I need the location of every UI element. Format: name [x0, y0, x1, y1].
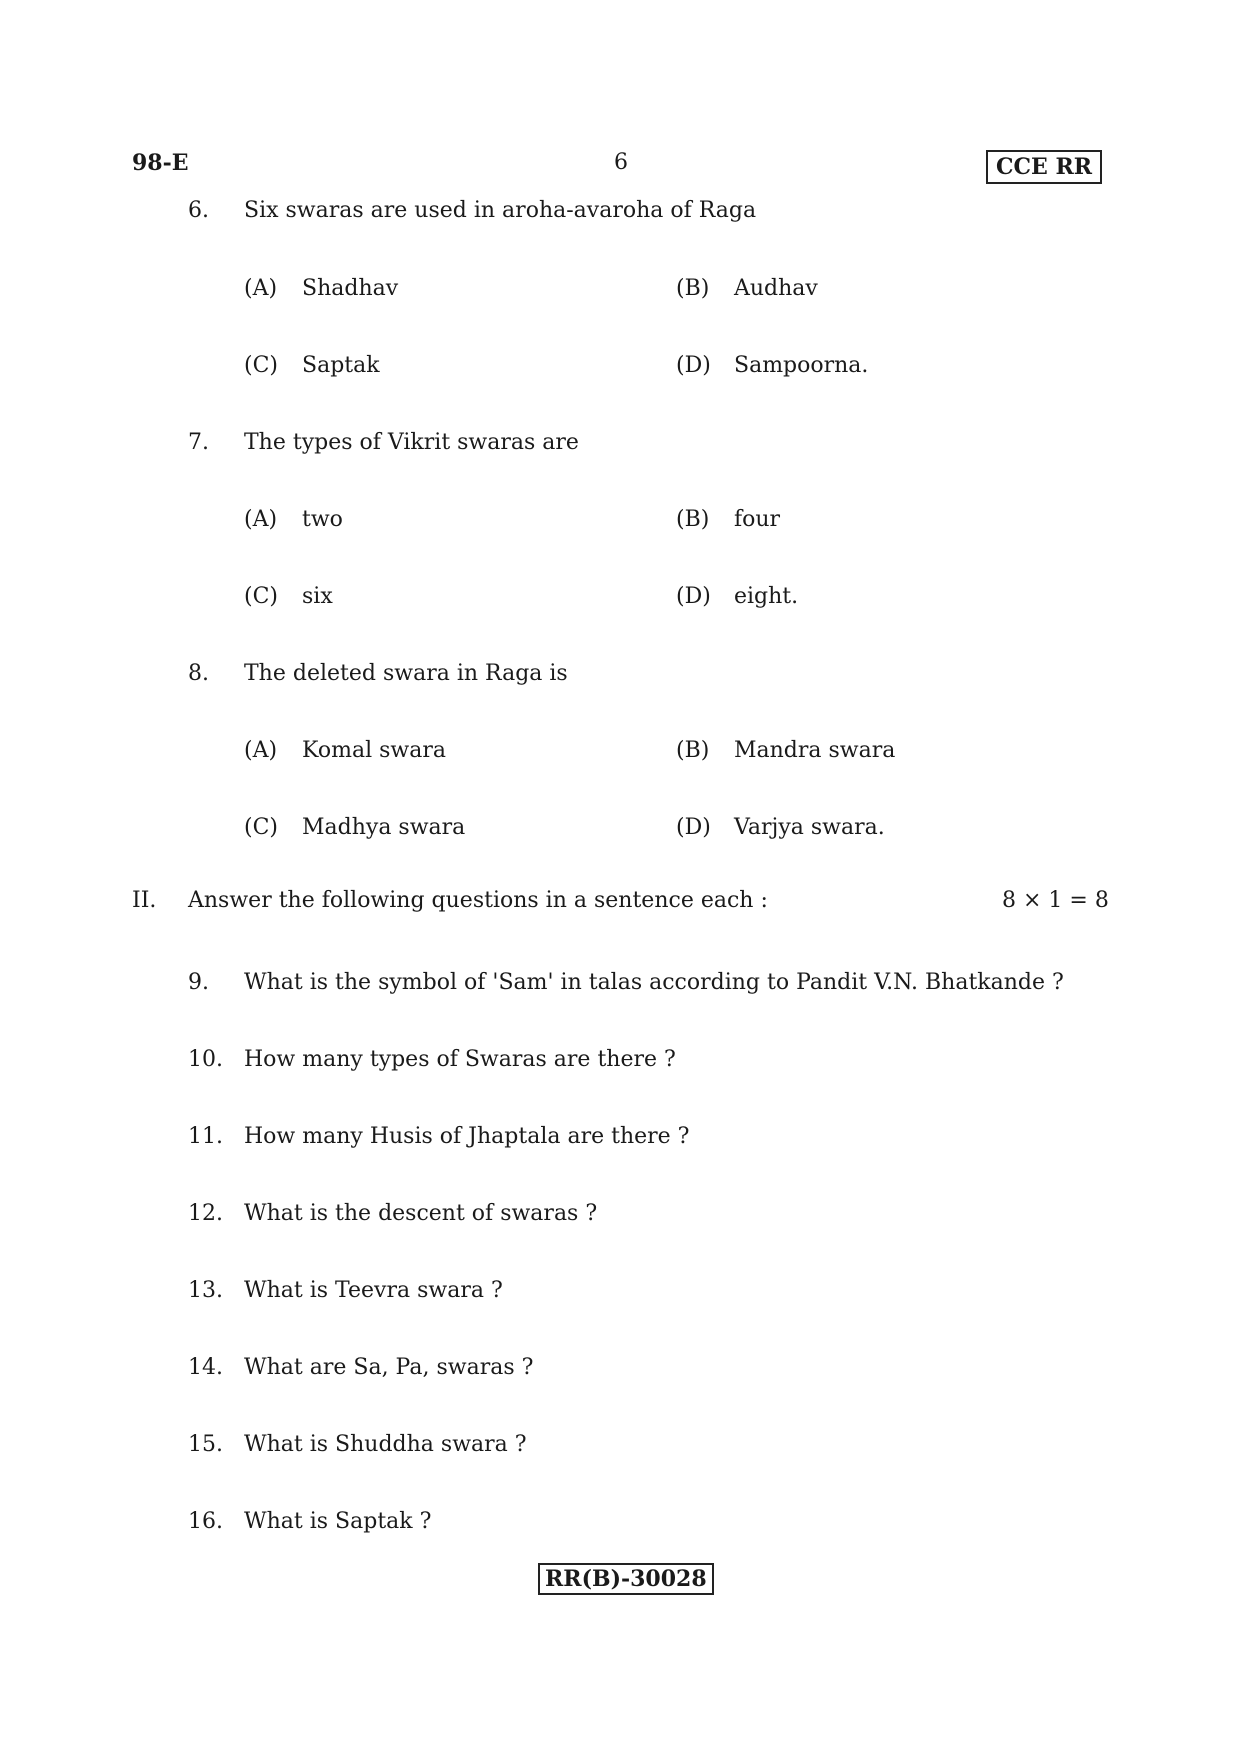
option-letter: (C) [244, 584, 278, 609]
question-number: 14. [188, 1355, 223, 1380]
option-letter: (B) [676, 738, 710, 763]
option-text: Audhav [734, 276, 818, 301]
question-text: Six swaras are used in aroha-avaroha of Raga [244, 198, 757, 223]
question-text: How many Husis of Jhaptala are there ? [244, 1124, 690, 1149]
option-text: Saptak [302, 353, 380, 378]
page-number: 6 [614, 150, 628, 175]
question-text: What is Teevra swara ? [244, 1278, 503, 1303]
option-letter: (C) [244, 353, 278, 378]
question-number: 8. [188, 661, 209, 686]
option-text: Madhya swara [302, 815, 466, 840]
option-letter: (D) [676, 815, 711, 840]
option-text: Komal swara [302, 738, 446, 763]
section-number: II. [132, 888, 157, 913]
question-text: What is Shuddha swara ? [244, 1432, 527, 1457]
option-text: two [302, 507, 343, 532]
question-number: 13. [188, 1278, 223, 1303]
question-text: How many types of Swaras are there ? [244, 1047, 676, 1072]
question-text: What is the descent of swaras ? [244, 1201, 598, 1226]
option-letter: (A) [244, 738, 278, 763]
question-text: What are Sa, Pa, swaras ? [244, 1355, 534, 1380]
option-letter: (A) [244, 276, 278, 301]
question-number: 16. [188, 1509, 223, 1534]
option-text: Mandra swara [734, 738, 896, 763]
option-letter: (B) [676, 276, 710, 301]
option-letter: (A) [244, 507, 278, 532]
option-text: four [734, 507, 781, 532]
option-text: eight. [734, 584, 799, 609]
option-text: Shadhav [302, 276, 399, 301]
question-number: 15. [188, 1432, 223, 1457]
option-text: six [302, 584, 333, 609]
option-letter: (B) [676, 507, 710, 532]
exam-badge: CCE RR [986, 150, 1102, 184]
question-number: 9. [188, 970, 209, 995]
option-text: Varjya swara. [734, 815, 885, 840]
question-text: What is Saptak ? [244, 1509, 432, 1534]
question-number: 11. [188, 1124, 223, 1149]
option-letter: (D) [676, 584, 711, 609]
paper-code: 98-E [132, 150, 189, 176]
option-letter: (D) [676, 353, 711, 378]
footer-code: RR(B)-30028 [538, 1563, 714, 1595]
question-number: 6. [188, 198, 209, 223]
question-number: 10. [188, 1047, 223, 1072]
section-marks: 8 × 1 = 8 [1002, 888, 1109, 913]
question-text: What is the symbol of 'Sam' in talas according to Pandit V.N. Bhatkande ? [244, 970, 1064, 995]
section-instruction: Answer the following questions in a sentence each : [188, 888, 768, 913]
question-number: 12. [188, 1201, 223, 1226]
option-letter: (C) [244, 815, 278, 840]
question-text: The deleted swara in Raga is [244, 661, 568, 686]
question-text: The types of Vikrit swaras are [244, 430, 579, 455]
question-number: 7. [188, 430, 209, 455]
option-text: Sampoorna. [734, 353, 869, 378]
